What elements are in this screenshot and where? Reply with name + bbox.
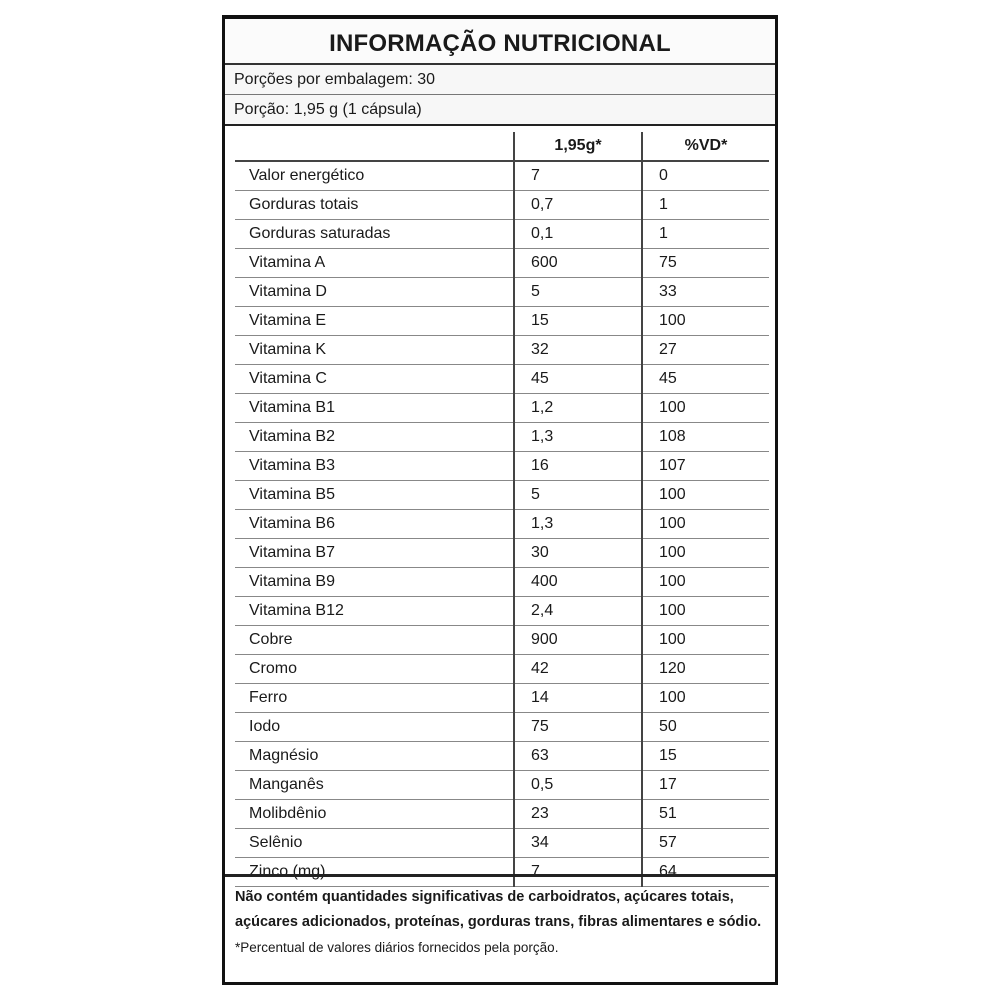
table-row (235, 568, 769, 597)
nutrient-name: Valor energético (235, 161, 514, 191)
nutrient-daily-value: 51 (642, 800, 769, 829)
table-row (235, 655, 769, 684)
nutrient-daily-value: 108 (642, 423, 769, 452)
footnotes (225, 874, 775, 982)
table-row (235, 191, 769, 220)
nutrient-name: Vitamina B5 (235, 481, 514, 510)
nutrient-amount: 23 (514, 800, 642, 829)
nutrient-daily-value: 64 (642, 858, 769, 887)
table-row (235, 829, 769, 858)
nutrition-table-body (235, 161, 769, 887)
nutrient-name: Vitamina C (235, 365, 514, 394)
header-daily-value: %VD* (642, 132, 769, 161)
nutrient-daily-value: 100 (642, 626, 769, 655)
nutrient-amount: 0,5 (514, 771, 642, 800)
nutrient-daily-value: 100 (642, 394, 769, 423)
nutrient-name: Cromo (235, 655, 514, 684)
nutrient-amount: 30 (514, 539, 642, 568)
table-row (235, 452, 769, 481)
nutrition-table (235, 132, 769, 887)
nutrient-amount: 600 (514, 249, 642, 278)
header-nutrient (235, 132, 514, 161)
nutrient-daily-value: 107 (642, 452, 769, 481)
nutrient-daily-value: 0 (642, 161, 769, 191)
nutrient-amount: 32 (514, 336, 642, 365)
table-row (235, 307, 769, 336)
nutrient-amount: 75 (514, 713, 642, 742)
nutrient-amount: 1,3 (514, 423, 642, 452)
nutrient-name: Vitamina B12 (235, 597, 514, 626)
nutrient-name: Vitamina B3 (235, 452, 514, 481)
table-row (235, 597, 769, 626)
nutrient-amount: 34 (514, 829, 642, 858)
nutrient-amount: 2,4 (514, 597, 642, 626)
nutrient-name: Manganês (235, 771, 514, 800)
nutrient-daily-value: 50 (642, 713, 769, 742)
nutrient-daily-value: 17 (642, 771, 769, 800)
nutrient-amount: 14 (514, 684, 642, 713)
nutrient-name: Vitamina A (235, 249, 514, 278)
table-header-row (235, 132, 769, 161)
label-title: INFORMAÇÃO NUTRICIONAL (225, 19, 775, 65)
nutrient-name: Vitamina B1 (235, 394, 514, 423)
nutrient-daily-value: 100 (642, 510, 769, 539)
nutrient-name: Selênio (235, 829, 514, 858)
table-row (235, 365, 769, 394)
nutrient-name: Vitamina B6 (235, 510, 514, 539)
nutrient-daily-value: 100 (642, 307, 769, 336)
nutrient-daily-value: 33 (642, 278, 769, 307)
nutrient-amount: 900 (514, 626, 642, 655)
nutrient-amount: 16 (514, 452, 642, 481)
nutrient-daily-value: 100 (642, 539, 769, 568)
nutrient-daily-value: 15 (642, 742, 769, 771)
table-row (235, 481, 769, 510)
nutrient-amount: 0,7 (514, 191, 642, 220)
nutrient-name: Molibdênio (235, 800, 514, 829)
nutrient-name: Zinco (mg) (235, 858, 514, 887)
nutrient-name: Cobre (235, 626, 514, 655)
nutrient-name: Gorduras totais (235, 191, 514, 220)
nutrient-daily-value: 100 (642, 684, 769, 713)
nutrient-daily-value: 75 (642, 249, 769, 278)
table-row (235, 278, 769, 307)
nutrient-amount: 5 (514, 481, 642, 510)
nutrient-name: Vitamina B9 (235, 568, 514, 597)
nutrient-amount: 63 (514, 742, 642, 771)
nutrient-amount: 0,1 (514, 220, 642, 249)
table-row (235, 800, 769, 829)
nutrient-name: Iodo (235, 713, 514, 742)
nutrient-daily-value: 100 (642, 481, 769, 510)
nutrient-daily-value: 1 (642, 191, 769, 220)
table-row (235, 713, 769, 742)
nutrient-daily-value: 100 (642, 568, 769, 597)
table-row (235, 771, 769, 800)
table-row (235, 626, 769, 655)
table-row (235, 220, 769, 249)
table-row (235, 423, 769, 452)
nutrient-daily-value: 27 (642, 336, 769, 365)
nutrient-name: Vitamina K (235, 336, 514, 365)
nutrient-amount: 5 (514, 278, 642, 307)
nutrient-name: Vitamina E (235, 307, 514, 336)
nutrient-name: Vitamina B7 (235, 539, 514, 568)
table-row (235, 684, 769, 713)
serving-size: Porção: 1,95 g (1 cápsula) (225, 95, 775, 126)
nutrient-daily-value: 57 (642, 829, 769, 858)
nutrient-amount: 1,3 (514, 510, 642, 539)
nutrient-amount: 1,2 (514, 394, 642, 423)
daily-value-note: *Percentual de valores diários fornecidos pela porção. (235, 940, 559, 955)
table-row (235, 336, 769, 365)
nutrient-daily-value: 1 (642, 220, 769, 249)
table-row (235, 394, 769, 423)
nutrient-name: Vitamina B2 (235, 423, 514, 452)
not-significant-note: Não contém quantidades significativas de carboidratos, açúcares totais, açúcares adicionados, proteínas, gorduras trans, fibras alimentares e sódio. (235, 889, 762, 930)
nutrient-amount: 45 (514, 365, 642, 394)
nutrition-facts-label (222, 15, 778, 985)
nutrient-amount: 400 (514, 568, 642, 597)
nutrient-name: Ferro (235, 684, 514, 713)
nutrient-name: Vitamina D (235, 278, 514, 307)
table-row (235, 539, 769, 568)
nutrient-daily-value: 45 (642, 365, 769, 394)
header-amount: 1,95g* (514, 132, 642, 161)
table-row (235, 742, 769, 771)
nutrient-daily-value: 100 (642, 597, 769, 626)
nutrient-daily-value: 120 (642, 655, 769, 684)
servings-per-package: Porções por embalagem: 30 (225, 65, 775, 95)
table-row (235, 510, 769, 539)
nutrient-amount: 15 (514, 307, 642, 336)
nutrient-amount: 7 (514, 858, 642, 887)
table-row (235, 249, 769, 278)
nutrient-amount: 42 (514, 655, 642, 684)
table-row (235, 161, 769, 191)
nutrient-name: Magnésio (235, 742, 514, 771)
nutrient-amount: 7 (514, 161, 642, 191)
nutrient-name: Gorduras saturadas (235, 220, 514, 249)
